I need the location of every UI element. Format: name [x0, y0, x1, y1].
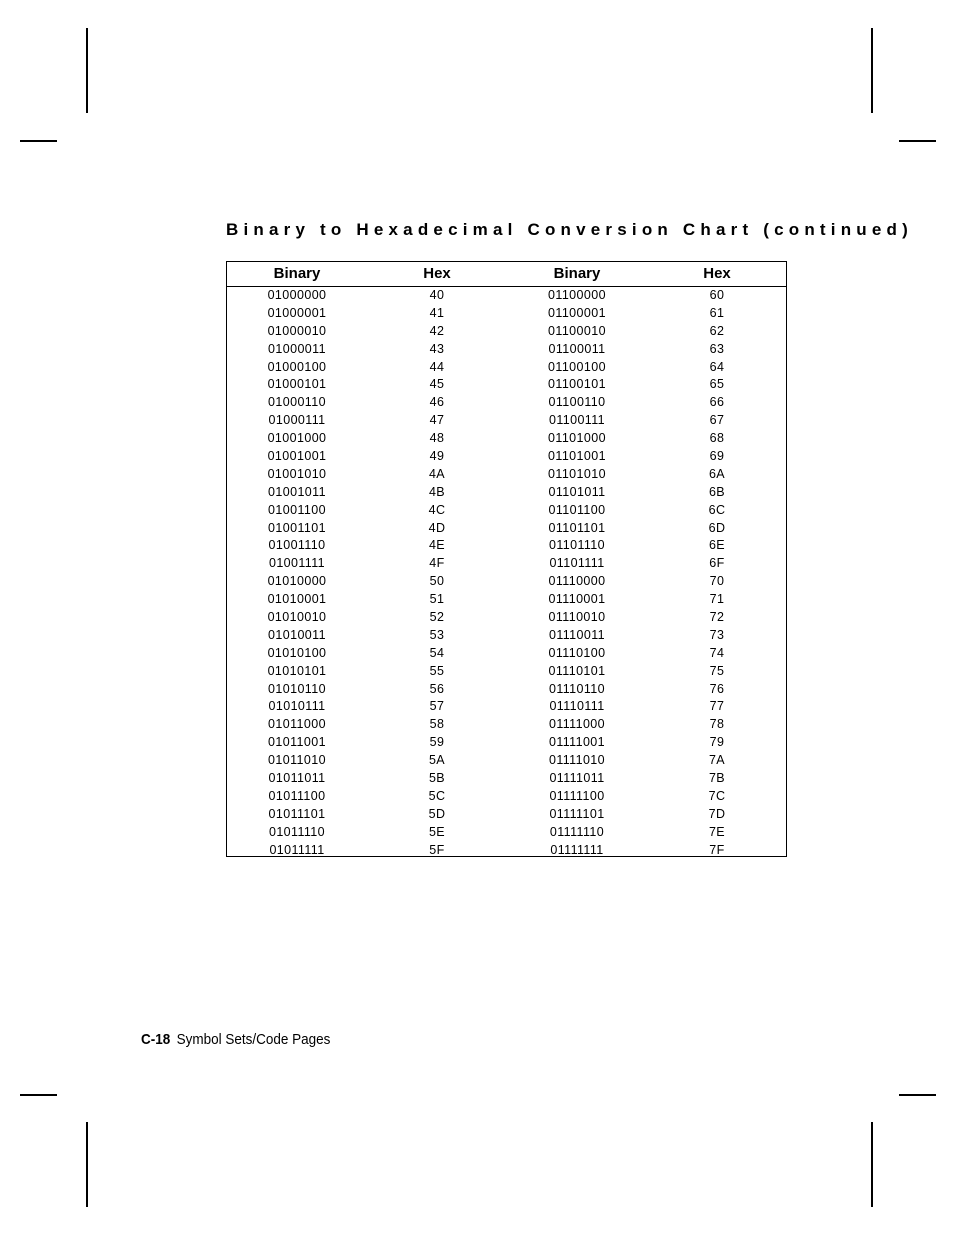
cell-hex-2: 6B	[708, 484, 726, 499]
cell-binary-1: 01001100	[268, 502, 326, 517]
cell-binary-2: 01110111	[549, 699, 605, 714]
cell-binary-2: 01110000	[548, 574, 606, 589]
table-row	[227, 376, 786, 394]
crop-mark-top-left-horizontal	[20, 140, 57, 142]
section-title: Symbol Sets/Code Pages	[176, 1031, 331, 1048]
cell-hex-2: 75	[709, 663, 725, 678]
cell-binary-1: 01000000	[267, 288, 327, 302]
cell-hex-1: 4B	[428, 484, 446, 499]
table-row	[227, 520, 786, 538]
table-row	[227, 430, 786, 448]
cell-binary-1: 01000011	[268, 341, 326, 356]
cell-binary-2: 01111110	[549, 824, 605, 839]
cell-binary-2: 01111001	[548, 735, 606, 750]
cell-hex-2: 63	[709, 341, 725, 356]
cell-hex-2: 7B	[708, 771, 726, 786]
header-binary-2: Binary	[553, 265, 601, 282]
table-row	[227, 770, 786, 788]
cell-hex-2: 64	[709, 359, 725, 374]
cell-hex-1: 41	[429, 305, 445, 320]
cell-hex-2: 70	[709, 574, 725, 589]
cell-hex-1: 46	[429, 395, 445, 410]
cell-binary-2: 01101101	[548, 520, 606, 535]
cell-hex-2: 68	[709, 431, 725, 446]
cell-binary-2: 01111000	[548, 717, 606, 732]
table-row	[227, 788, 786, 806]
cell-binary-1: 01010011	[268, 627, 326, 642]
cell-binary-2: 01100000	[548, 288, 606, 302]
table-row	[227, 716, 786, 734]
table-row	[227, 752, 786, 770]
cell-binary-1: 01000001	[267, 305, 327, 320]
cell-binary-1: 01011110	[268, 824, 326, 839]
header-hex-2: Hex	[703, 265, 731, 282]
cell-binary-2: 01101000	[548, 431, 606, 446]
cell-binary-1: 01000010	[267, 323, 327, 338]
table-row	[227, 555, 786, 573]
table-row	[227, 502, 786, 520]
cell-hex-1: 40	[429, 288, 445, 302]
cell-binary-1: 01011011	[268, 771, 326, 786]
cell-hex-2: 73	[709, 627, 725, 642]
cell-binary-1: 01011111	[269, 842, 325, 857]
table-row	[227, 734, 786, 752]
crop-mark-bottom-right-vertical	[871, 1122, 873, 1207]
cell-binary-2: 01100010	[548, 323, 606, 338]
crop-mark-bottom-right-horizontal	[899, 1094, 936, 1096]
cell-hex-1: 4F	[429, 556, 445, 571]
table-row	[227, 484, 786, 502]
table-row	[227, 448, 786, 466]
cell-binary-1: 01001011	[268, 484, 326, 499]
table-row	[227, 591, 786, 609]
cell-binary-1: 01010001	[267, 592, 327, 607]
cell-hex-2: 6A	[708, 466, 726, 481]
cell-hex-1: 50	[429, 574, 445, 589]
cell-binary-1: 01000101	[267, 377, 327, 392]
cell-hex-1: 55	[429, 663, 445, 678]
cell-hex-2: 79	[709, 735, 725, 750]
cell-binary-2: 01111100	[549, 788, 605, 803]
cell-hex-1: 51	[429, 592, 445, 607]
cell-binary-2: 01101100	[548, 502, 606, 517]
cell-hex-1: 4A	[428, 466, 446, 481]
cell-binary-2: 01111011	[549, 771, 605, 786]
cell-binary-1: 01001110	[268, 538, 326, 553]
crop-mark-bottom-left-horizontal	[20, 1094, 57, 1096]
table-row	[227, 645, 786, 663]
cell-binary-2: 01110011	[548, 627, 606, 642]
cell-binary-1: 01010101	[267, 663, 327, 678]
cell-hex-1: 5E	[428, 824, 446, 839]
cell-binary-1: 01010111	[268, 699, 326, 714]
table-row	[227, 842, 786, 860]
cell-hex-2: 72	[709, 610, 725, 625]
cell-binary-1: 01000110	[268, 395, 326, 410]
cell-binary-1: 01010010	[267, 610, 327, 625]
header-binary-1: Binary	[273, 265, 321, 282]
cell-binary-1: 01001111	[268, 556, 326, 571]
cell-binary-2: 01101110	[548, 538, 606, 553]
cell-hex-2: 7E	[708, 824, 726, 839]
cell-hex-2: 7D	[708, 806, 726, 821]
cell-binary-1: 01001010	[267, 466, 327, 481]
cell-binary-2: 01101111	[549, 556, 605, 571]
cell-binary-2: 01100011	[548, 341, 606, 356]
cell-binary-1: 01011000	[268, 717, 326, 732]
cell-hex-2: 62	[709, 323, 725, 338]
cell-hex-1: 42	[429, 323, 445, 338]
cell-binary-1: 01001000	[267, 431, 327, 446]
crop-mark-top-left-vertical	[86, 28, 88, 113]
page-title: Binary to Hexadecimal Conversion Chart (continued)	[226, 220, 913, 239]
cell-hex-2: 69	[709, 449, 725, 464]
cell-hex-2: 61	[709, 305, 725, 320]
cell-binary-1: 01010100	[267, 645, 327, 660]
table-row	[227, 627, 786, 645]
cell-hex-1: 5F	[429, 842, 445, 857]
table-row	[227, 341, 786, 359]
cell-binary-2: 01101001	[548, 449, 606, 464]
table-row	[227, 394, 786, 412]
cell-hex-1: 49	[429, 449, 445, 464]
page-number: C-18	[141, 1031, 171, 1048]
table-row	[227, 824, 786, 842]
cell-hex-1: 48	[429, 431, 445, 446]
cell-hex-1: 4E	[428, 538, 446, 553]
table-row	[227, 698, 786, 716]
cell-hex-2: 77	[709, 699, 725, 714]
cell-binary-1: 01001101	[268, 520, 326, 535]
table-row	[227, 287, 786, 305]
cell-hex-2: 6E	[708, 538, 726, 553]
cell-hex-1: 52	[429, 610, 445, 625]
crop-mark-top-right-vertical	[871, 28, 873, 113]
cell-binary-2: 01111010	[548, 753, 606, 768]
table-row	[227, 323, 786, 341]
cell-hex-2: 6F	[709, 556, 725, 571]
cell-binary-1: 01011101	[268, 806, 326, 821]
cell-hex-1: 53	[429, 627, 445, 642]
cell-hex-2: 60	[709, 288, 725, 302]
cell-binary-2: 01110010	[548, 610, 606, 625]
cell-binary-2: 01110110	[548, 681, 606, 696]
table-row	[227, 412, 786, 430]
table-row	[227, 359, 786, 377]
table-row	[227, 466, 786, 484]
table-row	[227, 305, 786, 323]
table-row	[227, 537, 786, 555]
cell-hex-1: 57	[429, 699, 445, 714]
cell-binary-1: 01011010	[268, 753, 326, 768]
cell-binary-2: 01100110	[548, 395, 606, 410]
cell-hex-2: 76	[709, 681, 725, 696]
cell-binary-2: 01101010	[548, 466, 606, 481]
cell-hex-1: 58	[429, 717, 445, 732]
table-header	[227, 262, 786, 287]
cell-hex-1: 47	[429, 413, 445, 428]
cell-binary-2: 01110001	[548, 592, 606, 607]
cell-binary-1: 01010110	[268, 681, 326, 696]
cell-hex-1: 43	[429, 341, 445, 356]
cell-hex-2: 67	[709, 413, 725, 428]
cell-binary-1: 01001001	[267, 449, 327, 464]
header-hex-1: Hex	[423, 265, 451, 282]
cell-binary-2: 01110100	[548, 645, 606, 660]
cell-binary-1: 01010000	[267, 574, 327, 589]
table-row	[227, 806, 786, 824]
cell-hex-2: 6C	[708, 502, 726, 517]
cell-hex-2: 74	[709, 645, 725, 660]
cell-hex-1: 4D	[428, 520, 446, 535]
cell-binary-1: 01011100	[268, 788, 326, 803]
cell-hex-1: 54	[429, 645, 445, 660]
cell-hex-1: 5A	[428, 753, 446, 768]
cell-hex-2: 6D	[708, 520, 726, 535]
cell-binary-1: 01000100	[267, 359, 327, 374]
cell-hex-1: 4C	[428, 502, 446, 517]
table-row	[227, 609, 786, 627]
cell-binary-2: 01101011	[548, 484, 606, 499]
cell-hex-1: 44	[429, 359, 445, 374]
cell-hex-2: 78	[709, 717, 725, 732]
cell-binary-2: 01100001	[548, 305, 606, 320]
cell-hex-1: 5C	[428, 788, 446, 803]
table-row	[227, 681, 786, 699]
cell-binary-2: 01110101	[548, 663, 606, 678]
cell-hex-2: 71	[709, 592, 725, 607]
cell-binary-2: 01111101	[549, 806, 605, 821]
cell-hex-2: 65	[709, 377, 725, 392]
cell-hex-1: 5B	[428, 771, 446, 786]
cell-hex-1: 59	[429, 735, 445, 750]
table-body	[227, 287, 786, 860]
cell-binary-2: 01111111	[550, 842, 604, 857]
cell-hex-1: 5D	[428, 806, 446, 821]
cell-binary-1: 01011001	[268, 735, 326, 750]
cell-binary-2: 01100101	[548, 377, 606, 392]
page-footer	[141, 1031, 330, 1048]
cell-hex-1: 56	[429, 681, 445, 696]
cell-hex-2: 7F	[709, 842, 725, 857]
cell-hex-2: 7C	[708, 788, 726, 803]
cell-hex-2: 66	[709, 395, 725, 410]
conversion-table	[226, 261, 787, 857]
crop-mark-top-right-horizontal	[899, 140, 936, 142]
cell-hex-1: 45	[429, 377, 445, 392]
crop-mark-bottom-left-vertical	[86, 1122, 88, 1207]
table-row	[227, 573, 786, 591]
table-row	[227, 663, 786, 681]
cell-binary-2: 01100111	[548, 413, 606, 428]
cell-hex-2: 7A	[708, 753, 726, 768]
cell-binary-1: 01000111	[268, 413, 326, 428]
cell-binary-2: 01100100	[548, 359, 606, 374]
